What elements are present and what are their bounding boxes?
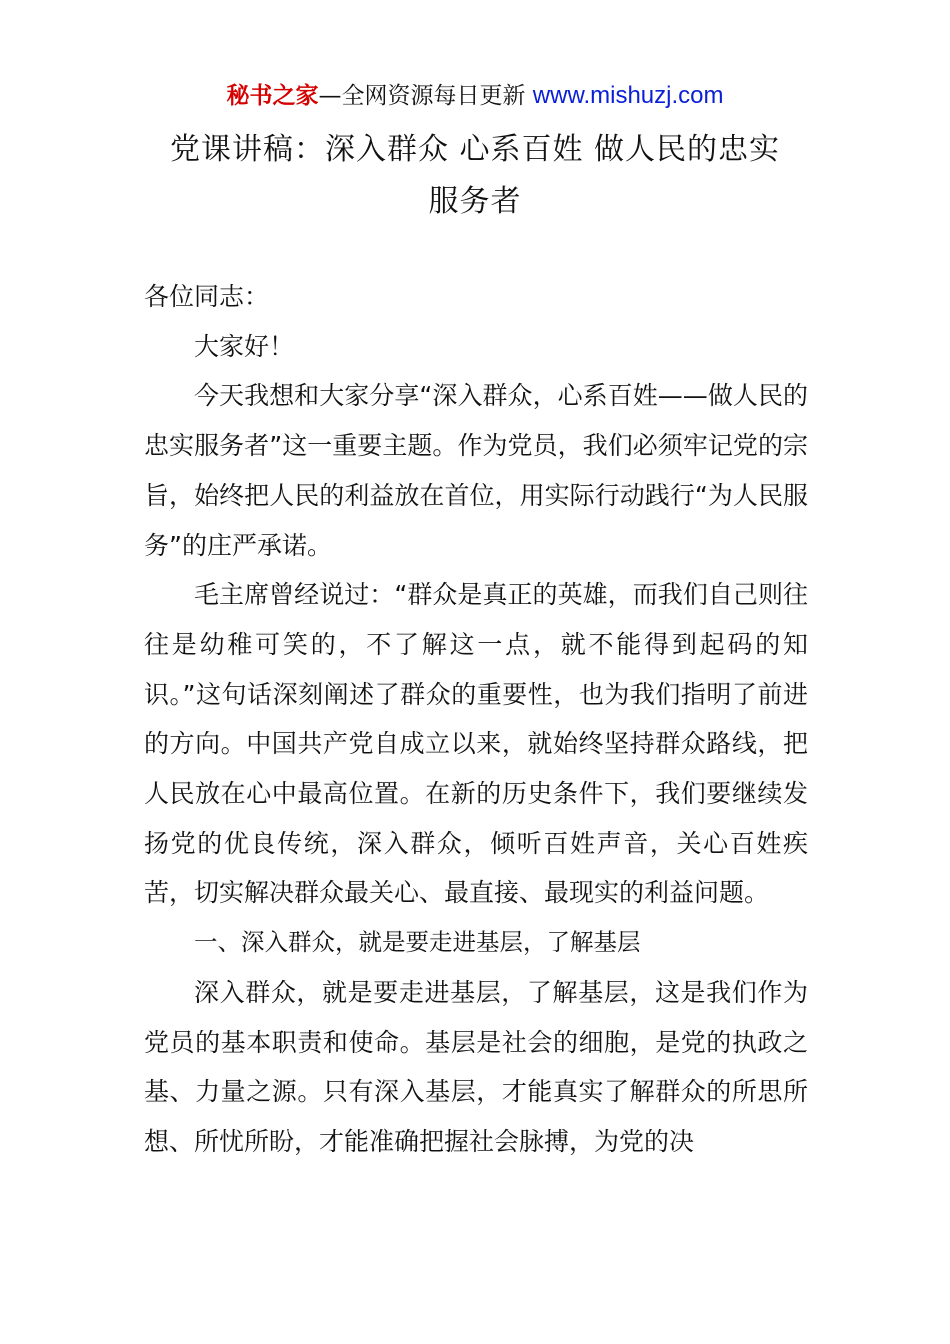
site-header [0, 80, 950, 112]
salutation: 各位同志： [144, 282, 270, 311]
body-paragraph: 毛主席曾经说过：“群众是真正的英雄，而我们自己则往往是幼稚可笑的，不了解这一点，就不能得到起码的知识。”这句话深刻阐述了群众的重要性，也为我们指明了前进的方向。中国共产党自成立以来，就始终坚持群众路线，把人民放在心中最高位置。在新的历史条件下，我们要继续发扬党的优良传统，深入群众，倾听百姓声音，关心百姓疾苦，切实解决群众最关心、最直接、最现实的利益问题。 [144, 580, 808, 908]
section-paragraph: 深入群众，就是要走进基层，了解基层，这是我们作为党员的基本职责和使命。基层是社会的细胞，是党的执政之基、力量之源。只有深入基层，才能真实了解群众的所思所想、所忧所盼，才能准确把握社会脉搏，为党的决 [144, 977, 808, 1156]
site-tagline: —全网资源每日更新 [318, 83, 533, 109]
document-title-line-1: 党课讲稿：深入群众 心系百姓 做人民的忠实 [169, 132, 781, 167]
section-heading: 一、深入群众，就是要走进基层，了解基层 [194, 928, 641, 957]
document-body [144, 272, 808, 1167]
site-brand: 秘书之家 [226, 83, 319, 109]
greeting: 大家好！ [194, 331, 295, 361]
document-title-line-2: 服务者 [428, 184, 522, 219]
body-paragraph: 今天我想和大家分享“深入群众，心系百姓——做人民的忠实服务者”这一重要主题。作为党员，我们必须牢记党的宗旨，始终把人民的利益放在首位，用实际行动践行“为人民服务”的庄严承诺。 [144, 381, 808, 560]
document-title [120, 124, 830, 228]
site-url-link[interactable]: www.mishuzj.com [532, 82, 724, 109]
